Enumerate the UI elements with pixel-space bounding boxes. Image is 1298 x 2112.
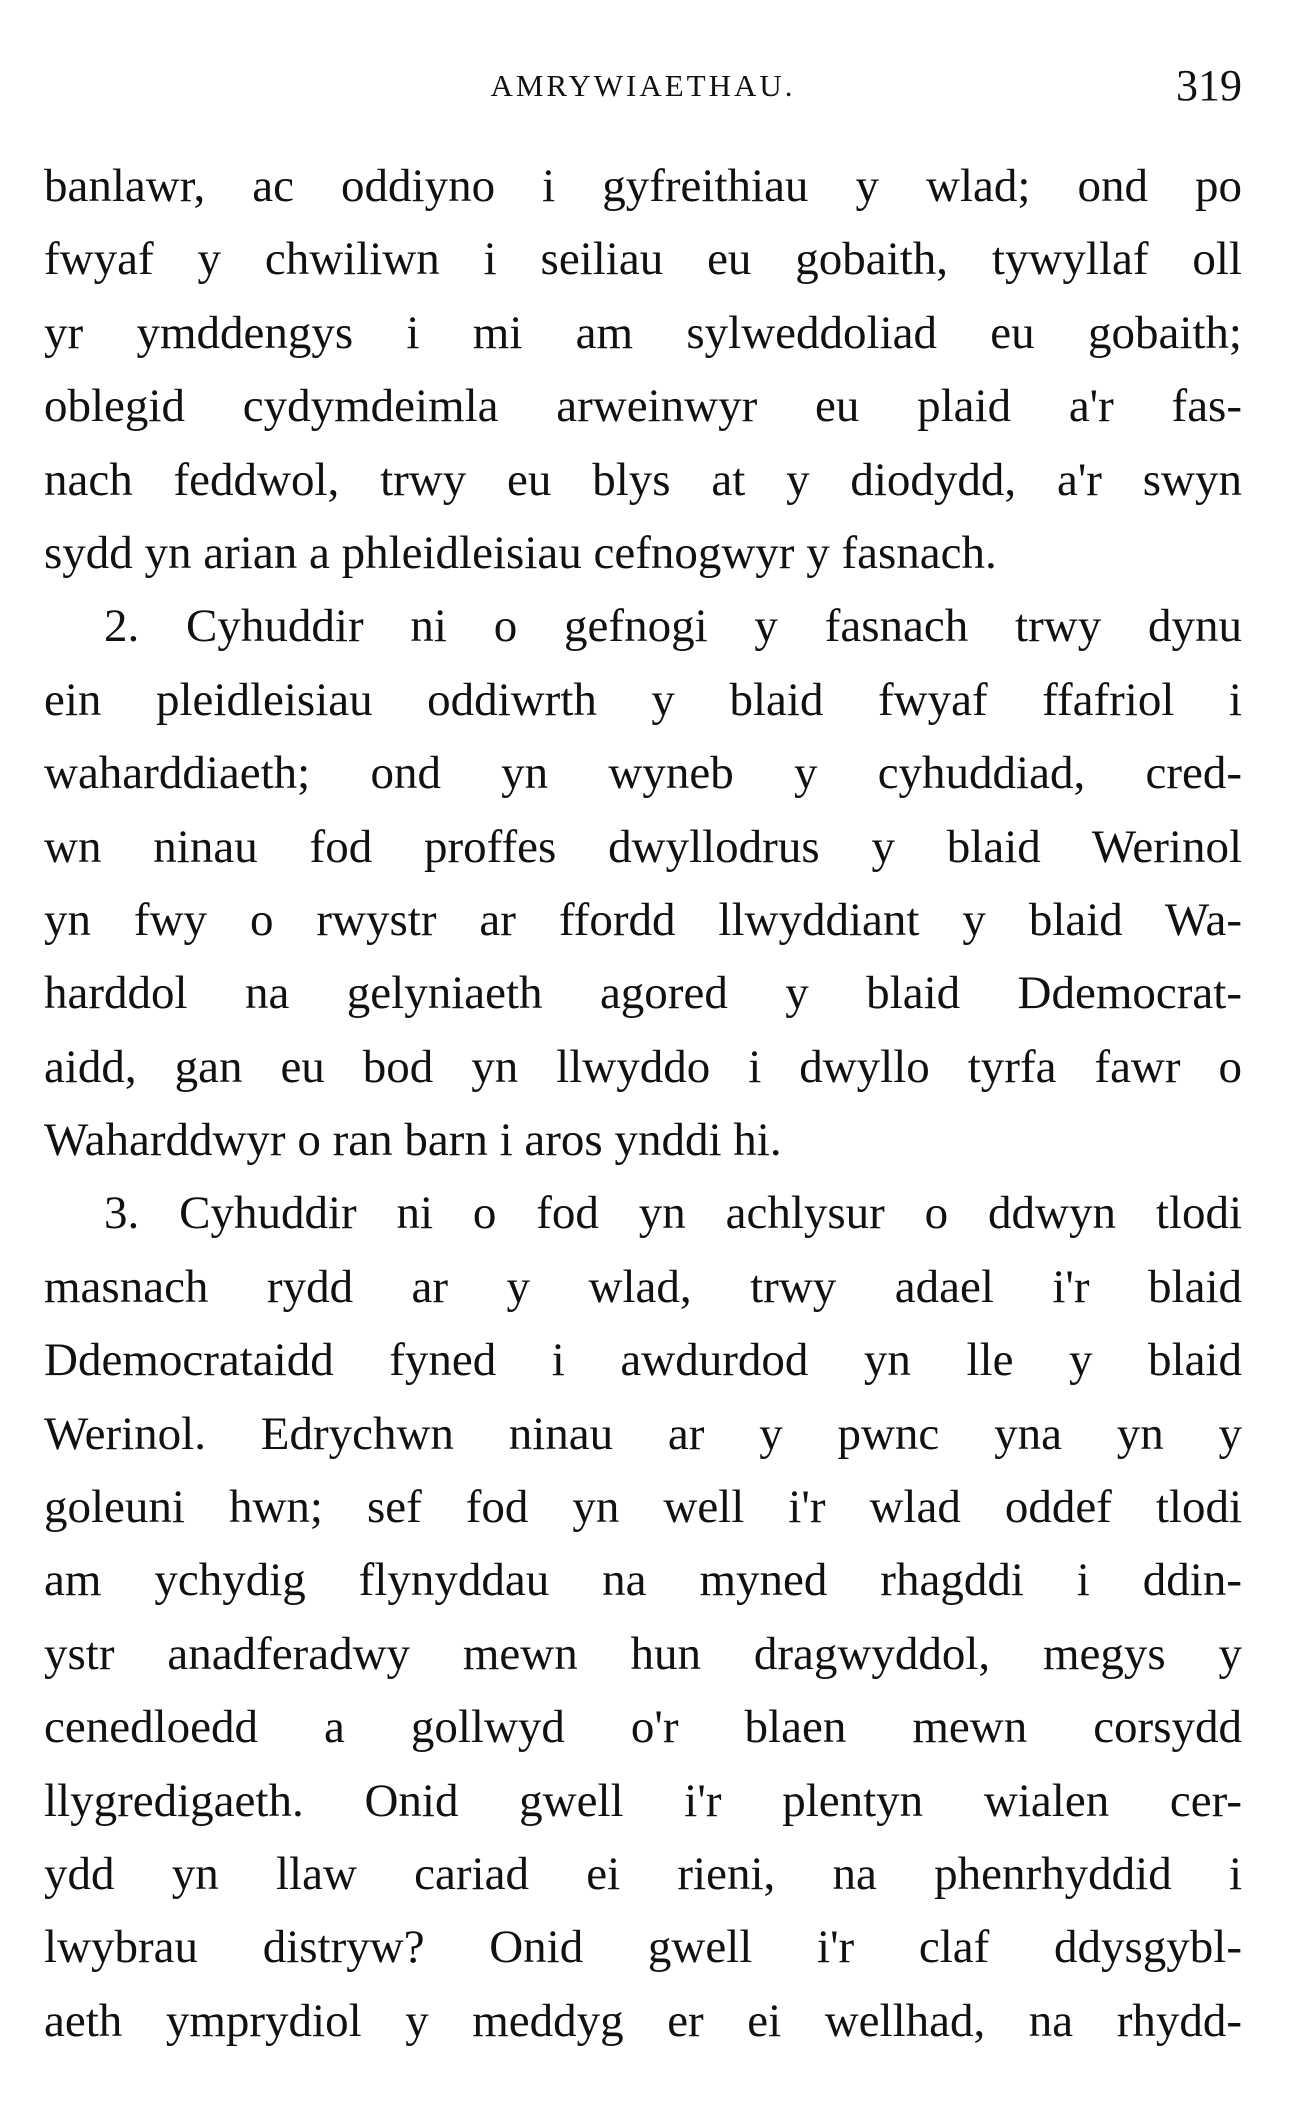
text-line: llygredigaeth. Onid gwell i'r plentyn wialen cer- xyxy=(44,1774,1242,1827)
text-line: Waharddwyr o ran barn i aros ynddi hi. xyxy=(44,1114,782,1167)
text-line: banlawr, ac oddiyno i gyfreithiau y wlad; ond po xyxy=(44,160,1242,212)
text-line: fwyaf y chwiliwn i seiliau eu gobaith, tywyllaf oll xyxy=(44,233,1242,286)
text-line: waharddiaeth; ond yn wyneb y cyhuddiad, cred- xyxy=(44,747,1242,800)
running-title: AMRYWIAETHAU. xyxy=(490,68,796,103)
text-line: Werinol. Edrychwn ninau ar y pwnc yna yn y xyxy=(44,1407,1242,1460)
text-line: sydd yn arian a phleidleisiau cefnogwyr y fasnach. xyxy=(44,526,997,579)
text-line: harddol na gelyniaeth agored y blaid Ddemocrat- xyxy=(44,967,1242,1020)
body-text xyxy=(44,150,1242,2058)
text-line: am ychydig flynyddau na myned rhagddi i ddin- xyxy=(44,1554,1242,1607)
text-line: goleuni hwn; sef fod yn well i'r wlad oddef tlodi xyxy=(44,1481,1242,1534)
text-line: yr ymddengys i mi am sylweddoliad eu gobaith; xyxy=(44,306,1242,359)
text-line: Ddemocrataidd fyned i awdurdod yn lle y blaid xyxy=(44,1334,1242,1387)
text-line: aidd, gan eu bod yn llwyddo i dwyllo tyrfa fawr o xyxy=(44,1040,1242,1093)
text-line: ydd yn llaw cariad ei rieni, na phenrhyddid i xyxy=(44,1847,1242,1900)
text-line: yn fwy o rwystr ar ffordd llwyddiant y blaid Wa- xyxy=(44,893,1242,946)
text-line: wn ninau fod proffes dwyllodrus y blaid Werinol xyxy=(44,820,1242,873)
text-line: lwybrau distryw? Onid gwell i'r claf ddysgybl- xyxy=(44,1921,1242,1974)
text-line: aeth ymprydiol y meddyg er ei wellhad, na rhydd- xyxy=(44,1994,1242,2047)
book-page xyxy=(44,60,1242,2058)
page-number: 319 xyxy=(1176,61,1242,110)
text-line: 2. Cyhuddir ni o gefnogi y fasnach trwy dynu xyxy=(104,600,1242,653)
text-line: 3. Cyhuddir ni o fod yn achlysur o ddwyn tlodi xyxy=(104,1187,1242,1240)
text-line: oblegid cydymdeimla arweinwyr eu plaid a'r fas- xyxy=(44,380,1242,433)
text-line: cenedloedd a gollwyd o'r blaen mewn corsydd xyxy=(44,1701,1242,1754)
text-line: nach feddwol, trwy eu blys at y diodydd, a'r swyn xyxy=(44,453,1242,506)
running-head xyxy=(44,60,1242,122)
text-line: masnach rydd ar y wlad, trwy adael i'r blaid xyxy=(44,1260,1242,1313)
text-line: ein pleidleisiau oddiwrth y blaid fwyaf ffafriol i xyxy=(44,673,1242,726)
text-line: ystr anadferadwy mewn hun dragwyddol, megys y xyxy=(44,1627,1242,1680)
